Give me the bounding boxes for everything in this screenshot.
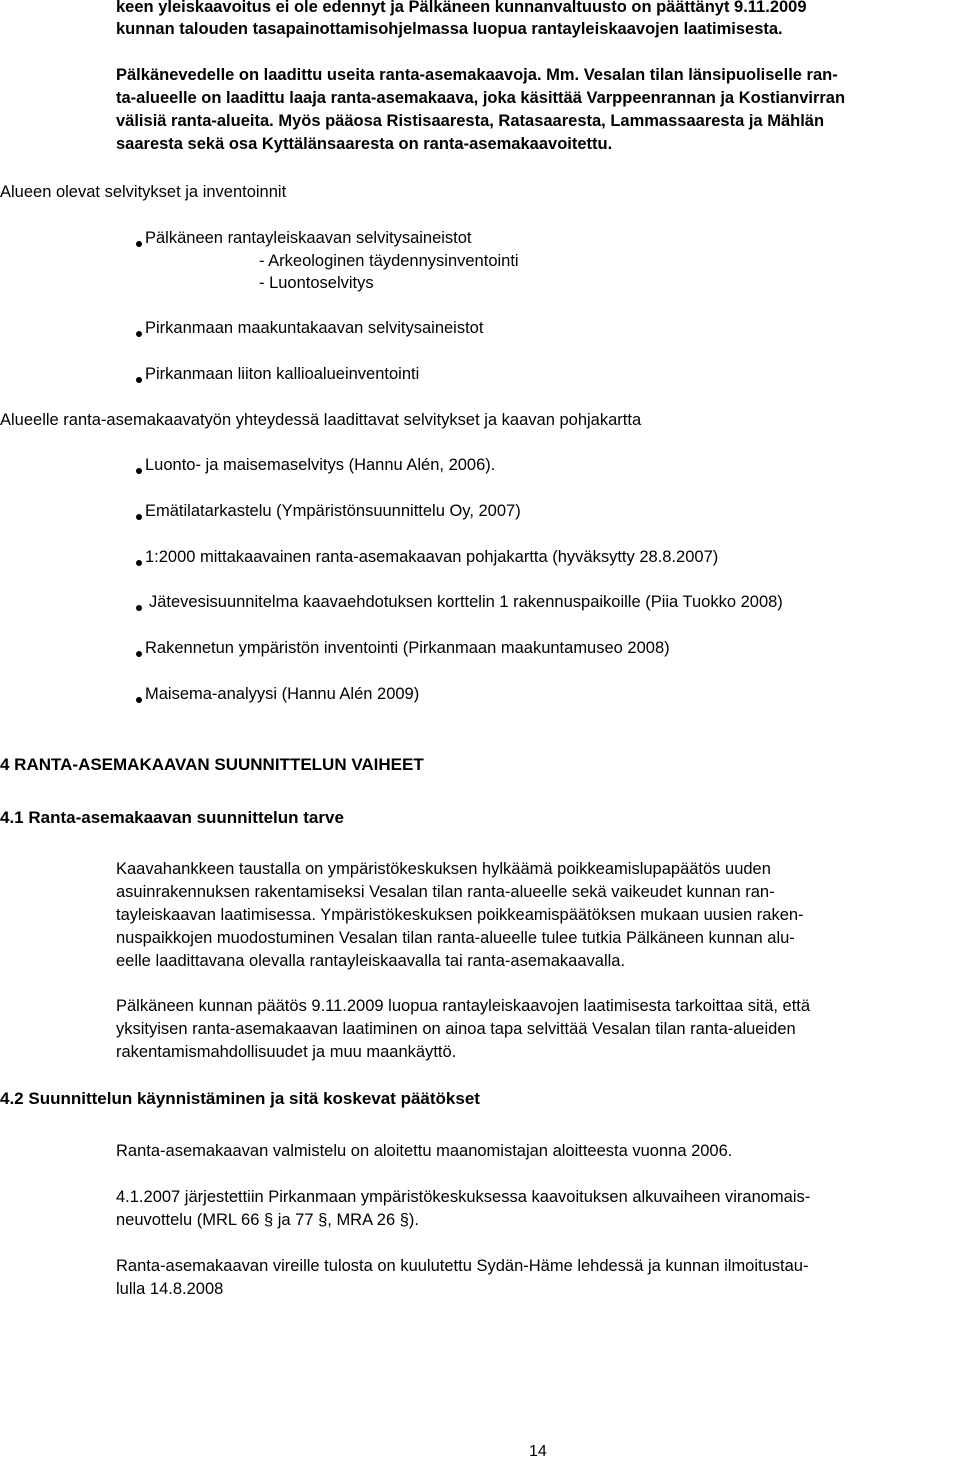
- area-survey-item-5: Rakennetun ympäristön inventointi (Pirkanmaan maakuntamuseo 2008): [145, 639, 670, 657]
- s41-para2-line2: yksityisen ranta-asemakaavan laatiminen on ainoa tapa selvittää Vesalan tilan ranta-alueiden: [116, 1020, 796, 1038]
- s42-para2-line1: 4.1.2007 järjestettiin Pirkanmaan ympäristökeskuksessa kaavoituksen alkuvaiheen viranomais-: [116, 1188, 811, 1206]
- bullet-icon: [136, 651, 142, 657]
- s42-para1-line1: Ranta-asemakaavan valmistelu on aloitettu maanomistajan aloitteesta vuonna 2006.: [116, 1142, 733, 1160]
- area-survey-item-4: Jätevesisuunnitelma kaavaehdotuksen korttelin 1 rakennuspaikoille (Piia Tuokko 2008): [149, 593, 783, 611]
- s41-para1-line5: eelle laadittavana olevalla rantayleiskaavalla tai ranta-asemakaavalla.: [116, 952, 626, 970]
- survey-item-2: Pirkanmaan maakuntakaavan selvitysaineistot: [145, 319, 484, 337]
- survey-item-3: Pirkanmaan liiton kallioalueinventointi: [145, 365, 420, 383]
- intro-para2-line3: välisiä ranta-alueita. Myös pääosa Ristisaaresta, Ratasaaresta, Lammassaaresta ja Mählän: [116, 112, 825, 130]
- s41-para1-line3: tayleiskaavan laatimisessa. Ympäristökeskuksen poikkeamispäätöksen mukaan uusien raken-: [116, 906, 804, 924]
- area-survey-item-1: Luonto- ja maisemaselvitys (Hannu Alén, 2006).: [145, 456, 496, 474]
- bullet-icon: [136, 331, 142, 337]
- s41-para1-line2: asuinrakennuksen rakentamiseksi Vesalan tilan ranta-alueelle sekä vaikeudet kunnan ran-: [116, 883, 775, 901]
- section-4-2-title: 4.2 Suunnittelun käynnistäminen ja sitä koskevat päätökset: [0, 1089, 480, 1108]
- bullet-icon: [136, 241, 142, 247]
- s41-para1-line4: nuspaikkojen muodostuminen Vesalan tilan ranta-alueelle tulee tutkia Pälkäneen kunnan alu-: [116, 929, 795, 947]
- area-surveys-heading: Alueelle ranta-asemakaavatyön yhteydessä laadittavat selvitykset ja kaavan pohjakartta: [0, 411, 642, 429]
- bullet-icon: [136, 514, 142, 520]
- bullet-icon: [136, 605, 142, 611]
- survey-item-1-sub-1: - Arkeologinen täydennysinventointi: [259, 252, 519, 270]
- s42-para3-line2: lulla 14.8.2008: [116, 1280, 224, 1298]
- intro-para2-line2: ta-alueelle on laadittu laaja ranta-asemakaava, joka käsittää Varppeenrannan ja Kostianvirran: [116, 89, 846, 107]
- s42-para3-line1: Ranta-asemakaavan vireille tulosta on kuulutettu Sydän-Häme lehdessä ja kunnan ilmoitustau-: [116, 1257, 809, 1275]
- intro-para1-line1: keen yleiskaavoitus ei ole edennyt ja Pälkäneen kunnanvaltuusto on päättänyt 9.11.2009: [116, 0, 807, 16]
- bullet-icon: [136, 560, 142, 566]
- survey-item-1: Pälkäneen rantayleiskaavan selvitysaineistot: [145, 229, 472, 247]
- s41-para1-line1: Kaavahankkeen taustalla on ympäristökeskuksen hylkäämä poikkeamislupapäätös uuden: [116, 860, 771, 878]
- intro-para1-line2: kunnan talouden tasapainottamisohjelmassa luopua rantayleiskaavojen laatimisesta.: [116, 20, 783, 38]
- bullet-icon: [136, 697, 142, 703]
- s41-para2-line3: rakentamismahdollisuudet ja muu maankäyttö.: [116, 1043, 457, 1061]
- bullet-icon: [136, 377, 142, 383]
- intro-para2-line1: Pälkänevedelle on laadittu useita ranta-asemakaavoja. Mm. Vesalan tilan länsipuoliselle ran-: [116, 66, 838, 84]
- survey-item-1-sub-2: - Luontoselvitys: [259, 274, 374, 292]
- section-4-1-title: 4.1 Ranta-asemakaavan suunnittelun tarve: [0, 808, 344, 827]
- area-survey-item-2: Emätilatarkastelu (Ympäristönsuunnittelu Oy, 2007): [145, 502, 521, 520]
- surveys-heading: Alueen olevat selvitykset ja inventoinnit: [0, 183, 287, 201]
- page-number: 14: [529, 1443, 547, 1460]
- bullet-icon: [136, 468, 142, 474]
- s42-para2-line2: neuvottelu (MRL 66 § ja 77 §, MRA 26 §).: [116, 1211, 419, 1229]
- section-4-title: 4 RANTA-ASEMAKAAVAN SUUNNITTELUN VAIHEET: [0, 755, 424, 774]
- s41-para2-line1: Pälkäneen kunnan päätös 9.11.2009 luopua rantayleiskaavojen laatimisesta tarkoittaa sitä, että: [116, 997, 811, 1015]
- area-survey-item-6: Maisema-analyysi (Hannu Alén 2009): [145, 685, 420, 703]
- area-survey-item-3: 1:2000 mittakaavainen ranta-asemakaavan pohjakartta (hyväksytty 28.8.2007): [145, 548, 719, 566]
- intro-para2-line4: saaresta sekä osa Kyttälänsaaresta on ranta-asemakaavoitettu.: [116, 135, 613, 153]
